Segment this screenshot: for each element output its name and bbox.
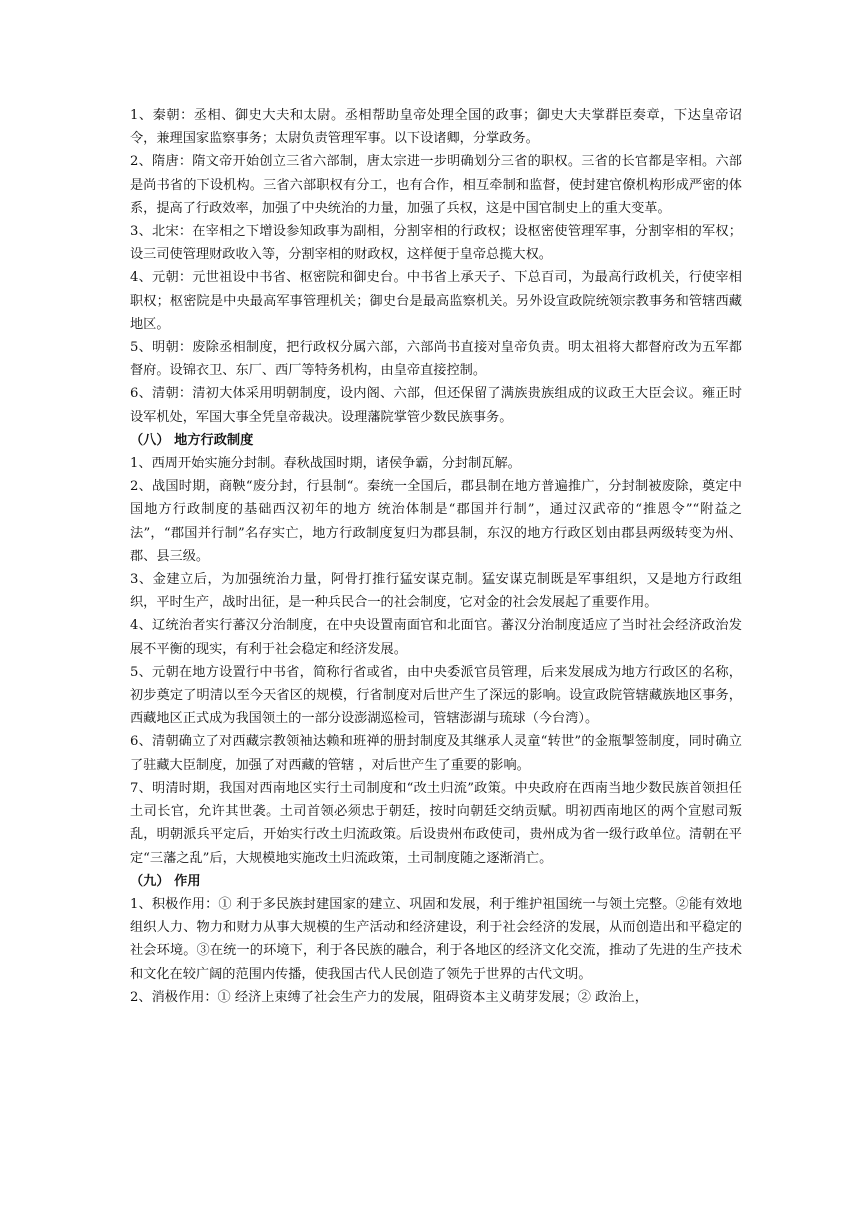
central-item-ming: 5、明朝：废除丞相制度，把行政权分属六部，六部尚书直接对皇帝负责。明太祖将大都督府改为五军都督府。设锦衣卫、东厂、西厂等特务机构，由皇帝直接控制。 (130, 340, 742, 379)
local-item-6: 6、清朝确立了对西藏宗教领袖达赖和班禅的册封制度及其继承人灵童“转世”的金瓶掣签制度，同时确立了驻藏大臣制度，加强了对西藏的管辖 ，对后世产生了重要的影响。 (130, 734, 742, 773)
central-item-yuan: 4、元朝：元世祖设中书省、枢密院和御史台。中书省上承天子、下总百司，为最高行政机关，行使宰相职权；枢密院是中央最高军事管理机关；御史台是最高监察机关。另外设宣政院统领宗教事务和管辖西藏地区。 (130, 270, 742, 332)
effect-item-negative: 2、消极作用：① 经济上束缚了社会生产力的发展，阻碍资本主义萌芽发展；② 政治上， (130, 989, 648, 1005)
central-item-qing: 6、清朝：清初大体采用明朝制度，设内阁、六部，但还保留了满族贵族组成的议政王大臣会议。雍正时设军机处，军国大事全凭皇帝裁决。设理藩院掌管少数民族事务。 (130, 386, 742, 425)
local-item-2: 2、战国时期，商鞅“废分封，行县制“。秦统一全国后，郡县制在地方普遍推广，分封制被废除，奠定中国地方行政制度的基础西汉初年的地方 统治体制是“郡国并行制”，通过汉武帝的“推恩令”“附益之法”，“郡国并行制”名存实亡，地方行政制度复归为郡县制，东汉的地方行政区划由郡县两级转变为州、郡、县三级。 (130, 479, 742, 564)
central-item-northern-song: 3、北宋：在宰相之下增设参知政事为副相，分割宰相的行政权；设枢密使管理军事，分割宰相的军权；设三司使管理财政收入等，分割宰相的财政权，这样便于皇帝总揽大权。 (130, 224, 742, 263)
local-item-4: 4、辽统治者实行蕃汉分治制度，在中央设置南面官和北面官。蕃汉分治制度适应了当时社会经济政治发展不平衡的现实，有利于社会稳定和经济发展。 (130, 618, 742, 657)
section-heading-effects: （九） 作用 (130, 873, 201, 889)
central-item-sui-tang: 2、隋唐：隋文帝开始创立三省六部制，唐太宗进一步明确划分三省的职权。三省的长官都是宰相。六部是尚书省的下设机构。三省六部职权有分工，也有合作，相互牵制和监督，使封建官僚机构形成严密的体系，提高了行政效率，加强了中央统治的力量，加强了兵权，这是中国官制史上的重大变革。 (130, 154, 742, 216)
local-item-7: 7、明清时期，我国对西南地区实行土司制度和“改土归流”政策。中央政府在西南当地少数民族首领担任土司长官，允许其世袭。土司首领必须忠于朝廷，按时向朝廷交纳贡赋。明初西南地区的两个宣慰司叛乱，明朝派兵平定后，开始实行改土归流政策。后设贵州布政使司，贵州成为省一级行政单位。清朝在平定“三藩之乱”后，大规模地实施改土归流政策，土司制度随之逐渐消亡。 (130, 780, 742, 866)
local-item-3: 3、金建立后，为加强统治力量，阿骨打推行猛安谋克制。猛安谋克制既是军事组织，又是地方行政组织，平时生产，战时出征，是一种兵民合一的社会制度，它对金的社会发展起了重要作用。 (130, 572, 742, 611)
effect-item-positive: 1、积极作用：① 利于多民族封建国家的建立、巩固和发展，利于维护祖国统一与领土完整。②能有效地组织人力、物力和财力从事大规模的生产活动和经济建设，利于社会经济的发展，从而创造出和平稳定的社会环境。③在统一的环境下，利于各民族的融合，利于各地区的经济文化交流，推动了先进的生产技术和文化在较广阔的范围内传播，使我国古代人民创造了领先于世界的古代文明。 (130, 896, 742, 982)
central-item-qin: 1、秦朝：丞相、御史大夫和太尉。丞相帮助皇帝处理全国的政事；御史大夫掌群臣奏章，下达皇帝诏令，兼理国家监察事务；太尉负责管理军事。以下设诸卿，分掌政务。 (130, 108, 742, 147)
local-item-5: 5、元朝在地方设置行中书省，简称行省或省，由中央委派官员管理，后来发展成为地方行政区的名称，初步奠定了明清以至今天省区的规模，行省制度对后世产生了深远的影响。设宣政院管辖藏族地区事务，西藏地区正式成为我国领土的一部分设澎湖巡检司，管辖澎湖与琉球（今台湾）。 (130, 664, 742, 727)
local-item-1: 1、西周开始实施分封制。春秋战国时期，诸侯争霸，分封制瓦解。 (130, 456, 521, 472)
section-heading-local-admin: （八） 地方行政制度 (130, 432, 254, 448)
document-page (130, 104, 742, 1009)
